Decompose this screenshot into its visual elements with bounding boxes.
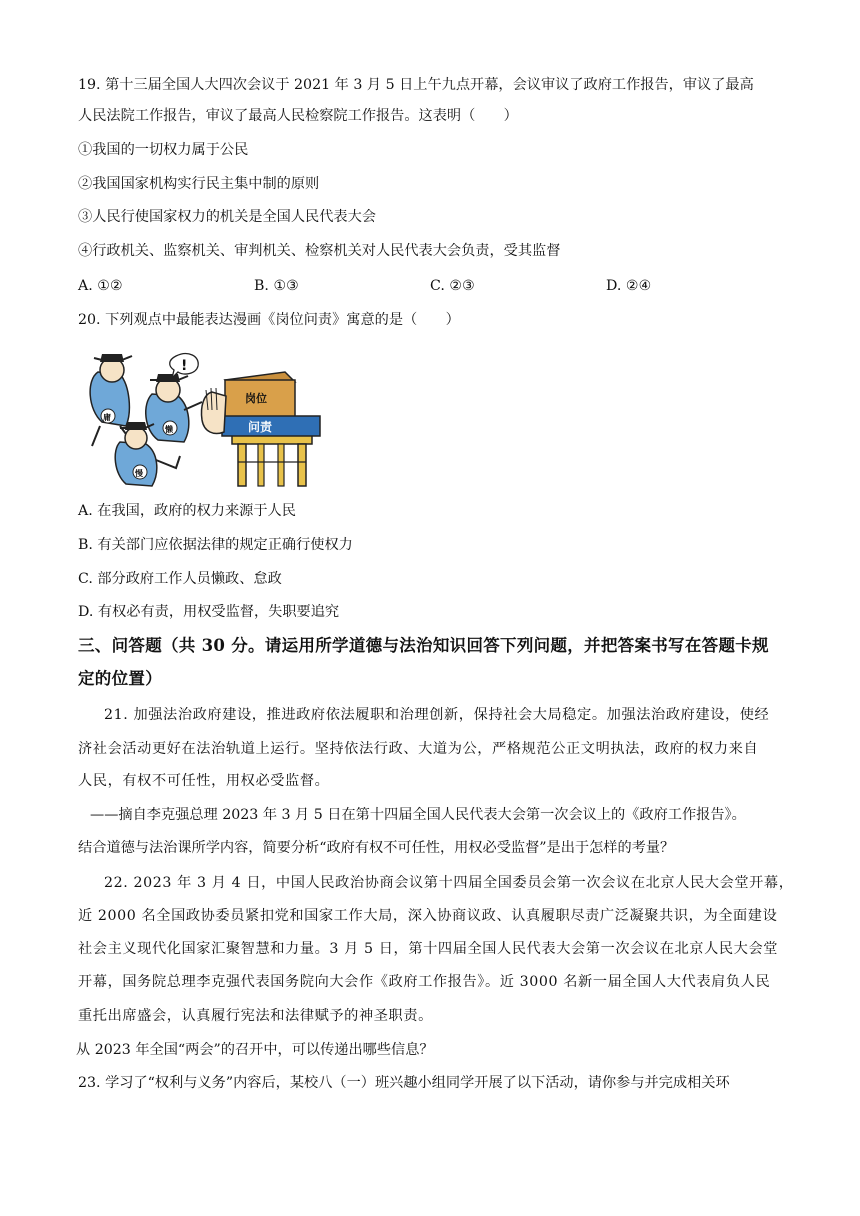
q19-option-d: D. ②④ bbox=[606, 278, 652, 294]
q22-para-line2: 近 2000 名全国政协委员紧扣党和国家工作大局，深入协商议政、认真履职尽责广泛凝聚共识，为全面建设 bbox=[78, 908, 778, 924]
official-figure-1 bbox=[90, 354, 132, 446]
exclamation-mark: ! bbox=[181, 358, 188, 374]
figure-label-1: 庸 bbox=[103, 413, 111, 422]
q19-option-c: C. ②③ bbox=[430, 278, 475, 294]
q20-option-c: C. 部分政府工作人员懒政、怠政 bbox=[78, 571, 282, 587]
q19-item2: ②我国国家机构实行民主集中制的原则 bbox=[78, 176, 320, 192]
figure-label-3: 慢 bbox=[135, 469, 143, 478]
q19-option-a: A. ①② bbox=[78, 278, 123, 294]
figure-label-2: 懒 bbox=[165, 425, 173, 434]
q20-option-b: B. 有关部门应依据法律的规定正确行使权力 bbox=[78, 537, 353, 553]
q21-source: ——摘自李克强总理 2023 年 3 月 5 日在第十四届全国人民代表大会第一次会议上的《政府工作报告》。 bbox=[90, 807, 746, 823]
q20-option-a: A. 在我国，政府的权力来源于人民 bbox=[78, 503, 296, 519]
section-3-heading-line2: 定的位置） bbox=[78, 669, 162, 688]
q20-option-d: D. 有权必有责，用权受监督，失职要追究 bbox=[78, 604, 340, 620]
q21-question: 结合道德与法治课所学内容，简要分析“政府有权不可任性，用权必受监督”是出于怎样的考量？ bbox=[78, 840, 675, 856]
q21-para-line3: 人民，有权不可任性，用权必受监督。 bbox=[78, 773, 330, 789]
comic-illustration bbox=[80, 350, 330, 490]
desk bbox=[232, 432, 312, 486]
q19-item1: ①我国的一切权力属于公民 bbox=[78, 142, 249, 158]
q22-para-line3: 社会主义现代化国家汇聚智慧和力量。3 月 5 日，第十四届全国人民代表大会第一次会议在北京人民大会堂 bbox=[78, 941, 779, 957]
official-figure-2 bbox=[146, 354, 202, 442]
post-box-label: 岗位 bbox=[245, 392, 267, 405]
q19-stem-line1: 19. 第十三届全国人大四次会议于 2021 年 3 月 5 日上午九点开幕，会议审议了政府工作报告，审议了最高 bbox=[78, 77, 754, 93]
q19-stem-line2: 人民法院工作报告，审议了最高人民检察院工作报告。这表明（ ） bbox=[78, 108, 518, 124]
accountability-plank bbox=[222, 416, 320, 436]
q19-item4: ④行政机关、监察机关、审判机关、检察机关对人民代表大会负责，受其监督 bbox=[78, 243, 561, 259]
q21-para-line1: 21. 加强法治政府建设，推进政府依法履职和治理创新，保持社会大局稳定。加强法治政府建设，使经 bbox=[104, 707, 770, 723]
q20-stem: 20. 下列观点中最能表达漫画《岗位问责》寓意的是（ ） bbox=[78, 312, 460, 328]
q22-para-line1: 22. 2023 年 3 月 4 日，中国人民政治协商会议第十四届全国委员会第一次会议在北京人民大会堂开幕， bbox=[104, 875, 794, 891]
q22-para-line4: 开幕，国务院总理李克强代表国务院向大会作《政府工作报告》。近 3000 名新一届全国人大代表肩负人民 bbox=[78, 974, 771, 990]
plank-label: 问责 bbox=[248, 420, 273, 434]
q21-para-line2: 济社会活动更好在法治轨道上运行。坚持依法行政、大道为公，严格规范公正文明执法，政府的权力来自 bbox=[78, 741, 759, 757]
q19-option-b: B. ①③ bbox=[254, 278, 299, 294]
pushing-hand bbox=[201, 388, 226, 434]
q22-question: 从 2023 年全国“两会”的召开中，可以传递出哪些信息？ bbox=[76, 1042, 434, 1058]
q22-para-line5: 重托出席盛会，认真履行宪法和法律赋予的神圣职责。 bbox=[78, 1008, 433, 1024]
q23-stem-line1: 23. 学习了“权利与义务”内容后，某校八（一）班兴趣小组同学开展了以下活动，请你参与并完成相关环 bbox=[78, 1075, 730, 1091]
section-3-heading-line1: 三、问答题（共 30 分。请运用所学道德与法治知识回答下列问题，并把答案书写在答题卡规 bbox=[78, 636, 769, 655]
q19-item3: ③人民行使国家权力的机关是全国人民代表大会 bbox=[78, 209, 376, 225]
